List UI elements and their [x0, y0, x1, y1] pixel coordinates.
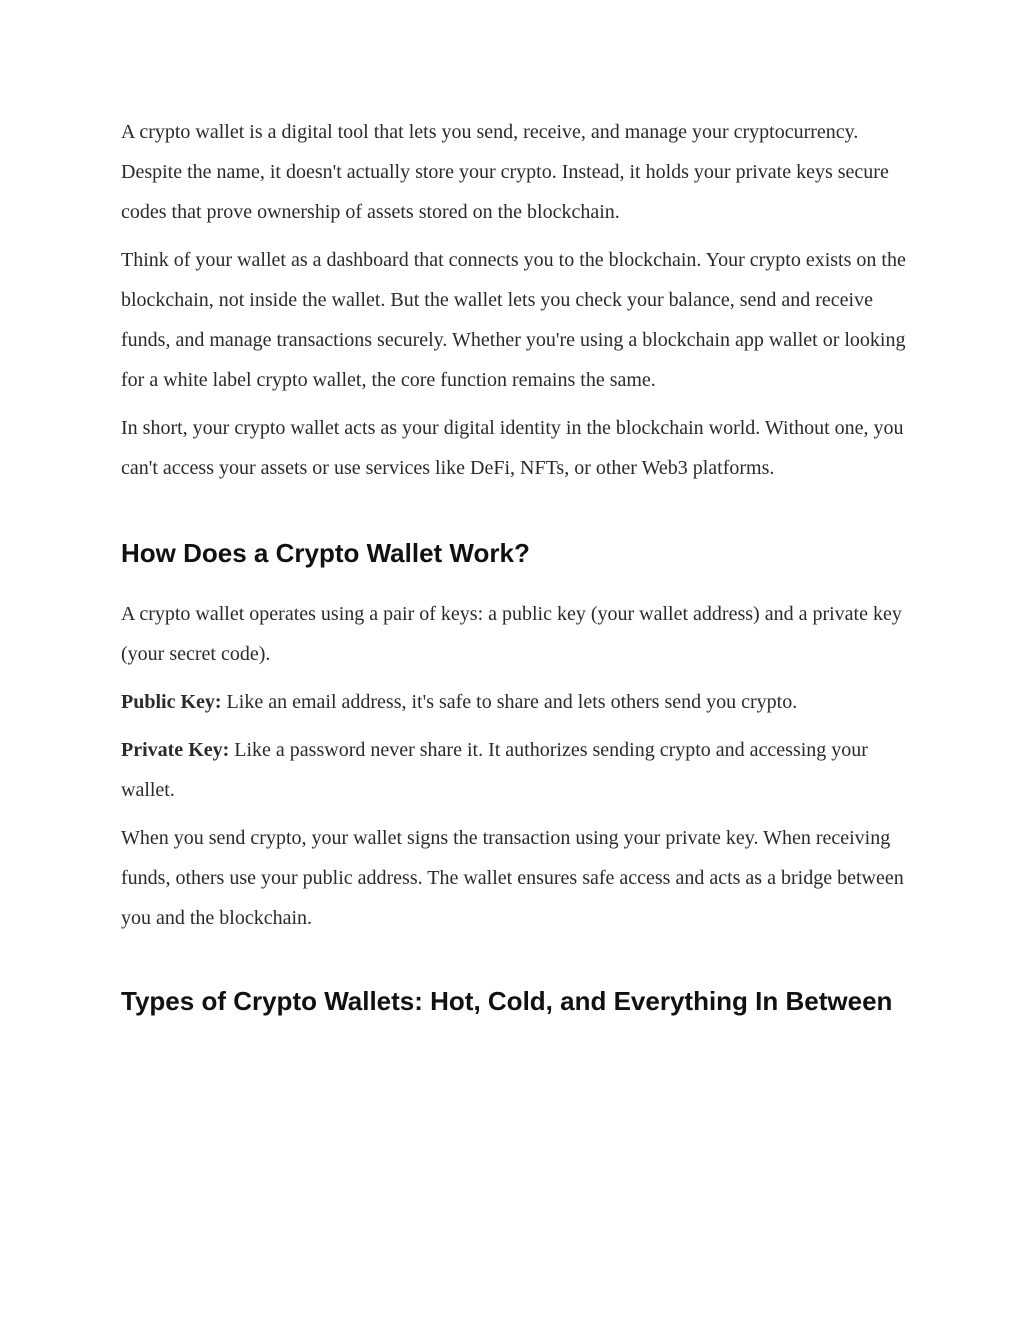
intro-paragraph-2: Think of your wallet as a dashboard that connects you to the blockchain. Your crypto exists on the blockchain, not inside the wallet. But the wallet lets you check your balance, send and receive funds, and manage transactions securely. Whether you're using a blockchain app wallet or looking for a white label crypto wallet, the core function remains the same.	[121, 249, 906, 391]
public-key-text: Like an email address, it's safe to share and lets others send you crypto.	[221, 691, 798, 713]
how-paragraph-2: When you send crypto, your wallet signs the transaction using your private key. When receiving funds, others use your public address. The wallet ensures safe access and acts as a bridge between you and the blockchain.	[121, 827, 904, 929]
private-key-paragraph	[121, 730, 911, 810]
intro-paragraph-1: A crypto wallet is a digital tool that lets you send, receive, and manage your cryptocurrency. Despite the name, it doesn't actually store your crypto. Instead, it holds your private keys secure codes that prove ownership of assets stored on the blockchain.	[121, 121, 889, 223]
document-page	[121, 112, 911, 1020]
types-section-heading: Types of Crypto Wallets: Hot, Cold, and Everything In Between	[121, 986, 893, 1016]
intro-paragraph-3: In short, your crypto wallet acts as your digital identity in the blockchain world. Without one, you can't access your assets or use services like DeFi, NFTs, or other Web3 platforms.	[121, 417, 904, 479]
private-key-text: Like a password never share it. It authorizes sending crypto and accessing your wallet.	[121, 739, 868, 801]
public-key-label: Public Key:	[121, 691, 222, 713]
public-key-paragraph	[121, 682, 911, 722]
private-key-label: Private Key:	[121, 739, 230, 761]
how-section-heading: How Does a Crypto Wallet Work?	[121, 538, 530, 568]
how-paragraph-1: A crypto wallet operates using a pair of keys: a public key (your wallet address) and a private key (your secret code).	[121, 603, 902, 665]
